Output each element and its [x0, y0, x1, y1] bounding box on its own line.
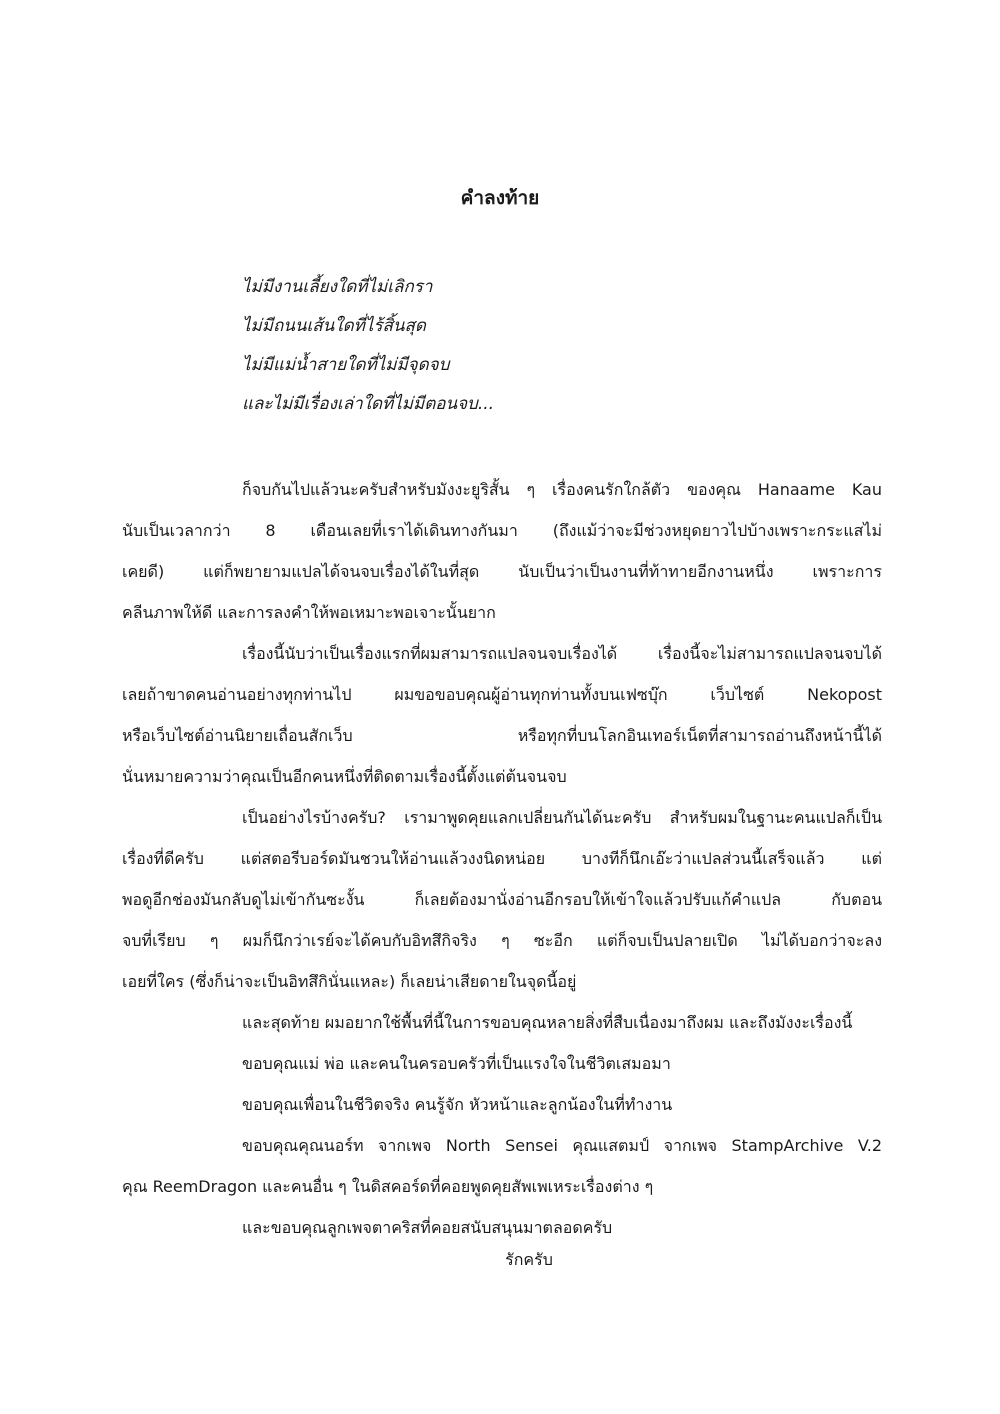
paragraph-line: ขอบคุณเพื่อนในชีวิตจริง คนรู้จัก หัวหน้าและลูกน้องในที่ทำงาน	[242, 1095, 673, 1114]
paragraph-line: ขอบคุณคุณนอร์ท จากเพจ North Sensei คุณแสตมป์ จากเพจ StampArchive V.2	[242, 1136, 882, 1155]
paragraph-line: เรื่องที่ดีครับ แต่สตอรีบอร์ดมันชวนให้อ่านแล้วงงนิดหน่อย บางทีก็นึกเอ๊ะว่าแปลส่วนนี้เสร็จแล้ว แต่	[122, 849, 882, 868]
document-title: คำลงท้าย	[460, 187, 540, 209]
poem-line: ไม่มีแม่น้ำสายใดที่ไม่มีจุดจบ	[242, 355, 450, 375]
paragraph-line: นับเป็นเวลากว่า 8 เดือนเลยที่เราได้เดินทางกันมา (ถึงแม้ว่าจะมีช่วงหยุดยาวไปบ้างเพราะกระแสไม่	[122, 521, 882, 540]
paragraph-line: เลยถ้าขาดคนอ่านอย่างทุกท่านไป ผมขอขอบคุณผู้อ่านทุกท่านทั้งบนเฟซบุ๊ก เว็บไซต์ Nekopost	[122, 685, 882, 704]
poem-line: ไม่มีงานเลี้ยงใดที่ไม่เลิกรา	[242, 277, 433, 297]
paragraph-line: จบที่เรียบ ๆ ผมก็นึกว่าเรย์จะได้คบกับอิทสึกิจริง ๆ ซะอีก แต่ก็จบเป็นปลายเปิด ไม่ได้บอกว่าจะลง	[122, 931, 882, 950]
poem-line: และไม่มีเรื่องเล่าใดที่ไม่มีตอนจบ...	[242, 394, 495, 414]
paragraph-line: คุณ ReemDragon และคนอื่น ๆ ในดิสคอร์ดที่คอยพูดคุยสัพเพเหระเรื่องต่าง ๆ	[122, 1177, 654, 1196]
paragraph-line: เรื่องนี้นับว่าเป็นเรื่องแรกที่ผมสามารถแปลจนจบเรื่องได้ เรื่องนี้จะไม่สามารถแปลจนจบได้	[242, 644, 882, 663]
opening-poem	[242, 276, 842, 432]
paragraph-line: พอดูอีกช่องมันกลับดูไม่เข้ากันซะงั้น ก็เลยต้องมานั่งอ่านอีกรอบให้เข้าใจแล้วปรับแก้คำแปล กับตอน	[122, 890, 882, 909]
poem-line: ไม่มีถนนเส้นใดที่ไร้สิ้นสุด	[242, 316, 426, 336]
paragraph-line: เคยดี) แต่ก็พยายามแปลได้จนจบเรื่องได้ในที่สุด นับเป็นว่าเป็นงานที่ท้าทายอีกงานหนึ่ง เพราะการ	[122, 562, 882, 581]
paragraph-line: หรือเว็บไซต์อ่านนิยายเถื่อนสักเว็บ หรือทุกที่บนโลกอินเทอร์เน็ตที่สามารถอ่านถึงหน้านี้ได้	[122, 726, 882, 745]
paragraph-line: คลีนภาพให้ดี และการลงคำให้พอเหมาะพอเจาะนั้นยาก	[122, 603, 496, 622]
paragraph-line: นั่นหมายความว่าคุณเป็นอีกคนหนึ่งที่ติดตามเรื่องนี้ตั้งแต่ต้นจนจบ	[122, 767, 567, 786]
signoff: รักครับ	[505, 1250, 553, 1269]
paragraph-line: ก็จบกันไปแล้วนะครับสำหรับมังงะยูริสั้น ๆ เรื่องคนรักใกล้ตัว ของคุณ Hanaame Kau	[242, 480, 882, 499]
paragraph-line: เอยที่ใคร (ซึ่งก็น่าจะเป็นอิทสึกินั่นแหละ) ก็เลยน่าเสียดายในจุดนี้อยู่	[122, 972, 577, 991]
paragraph-line: และสุดท้าย ผมอยากใช้พื้นที่นี้ในการขอบคุณหลายสิ่งที่สืบเนื่องมาถึงผม และถึงมังงะเรื่องนี้	[242, 1013, 853, 1032]
body-text	[122, 478, 882, 1257]
paragraph-line: และขอบคุณลูกเพจตาคริสที่คอยสนับสนุนมาตลอดครับ	[242, 1218, 613, 1237]
paragraph-line: เป็นอย่างไรบ้างครับ? เรามาพูดคุยแลกเปลี่ยนกันได้นะครับ สำหรับผมในฐานะคนแปลก็เป็น	[242, 808, 882, 827]
paragraph-line: ขอบคุณแม่ พ่อ และคนในครอบครัวที่เป็นแรงใจในชีวิตเสมอมา	[242, 1054, 671, 1073]
